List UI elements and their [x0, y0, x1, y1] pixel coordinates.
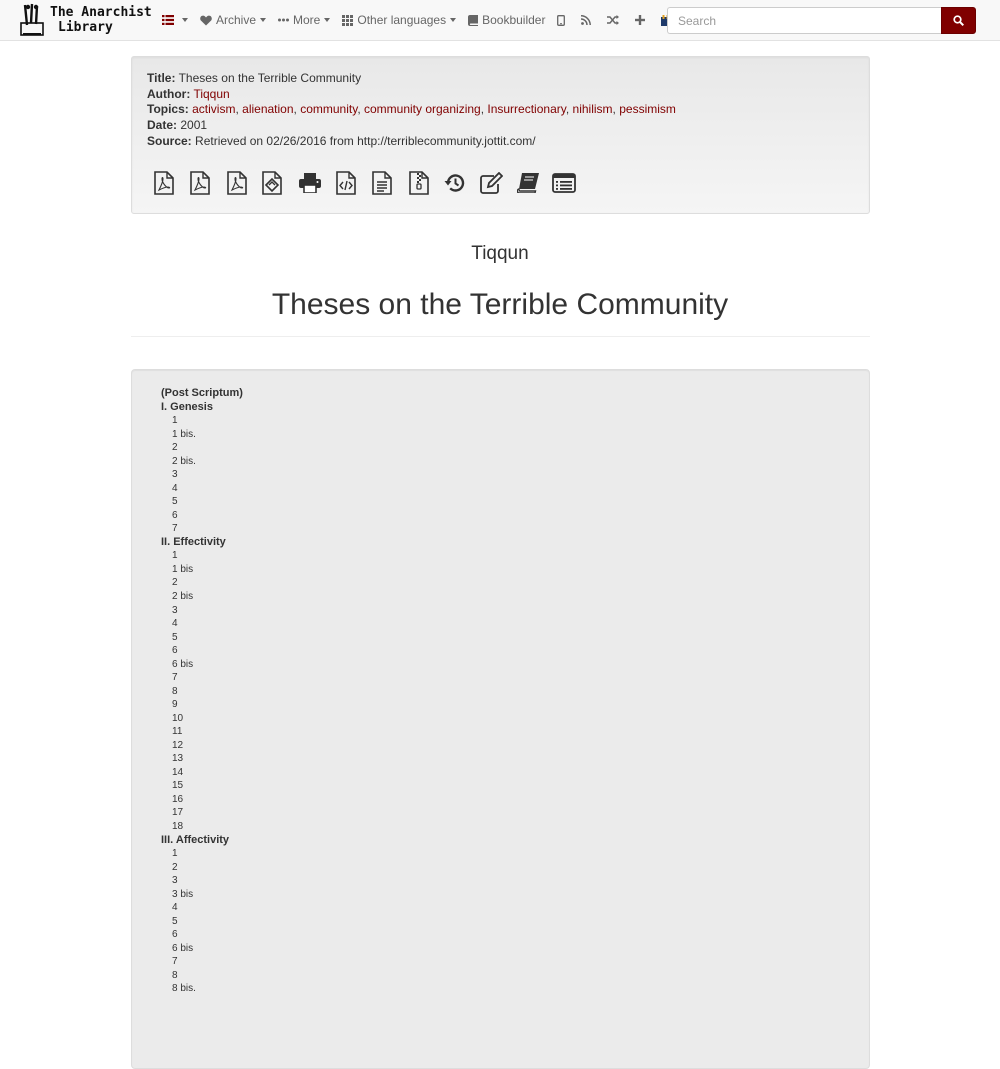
text-icon [372, 171, 392, 195]
toc-item-link[interactable]: 13 [172, 753, 184, 765]
toc-section-link[interactable]: II. Effectivity [161, 535, 226, 548]
pdf-imposed-icon [227, 171, 247, 195]
meta-title-label: Title: [147, 71, 176, 85]
meta-date-value: 2001 [180, 118, 208, 133]
download-toolbar [147, 167, 584, 199]
toc-item-link[interactable]: 10 [172, 712, 184, 724]
nav-add[interactable] [635, 15, 649, 25]
toc-item-link[interactable]: 7 [172, 523, 178, 535]
nav-archive[interactable] [200, 13, 266, 27]
topic-link[interactable]: community organizing [363, 102, 481, 117]
top-navbar [0, 0, 1000, 41]
brand-line-2: Library [58, 20, 113, 35]
meta-source-label: Source: [147, 133, 192, 148]
pdf-a4-icon [190, 171, 210, 195]
topic-link[interactable]: activism [192, 102, 236, 117]
toc-item-link[interactable]: 2 [172, 861, 178, 873]
toc-item-link[interactable]: 7 [172, 956, 178, 968]
download-epub-button[interactable] [256, 167, 290, 199]
nav-random[interactable] [607, 15, 623, 25]
download-zip-button[interactable] [402, 167, 436, 199]
toc-item-link[interactable]: 7 [172, 672, 178, 684]
brand-line-1: The Anarchist [50, 5, 152, 20]
search-input[interactable] [667, 7, 942, 34]
meta-source-row [147, 134, 676, 150]
download-pdf-a4-button[interactable] [183, 167, 217, 199]
nav-other-languages-label: Other languages [357, 13, 447, 27]
table-of-contents-button[interactable] [547, 167, 581, 199]
nav-archive-label: Archive [216, 13, 257, 27]
chevron-down-icon [260, 18, 266, 22]
toc-item-link[interactable]: 3 bis [172, 888, 194, 900]
view-html-button[interactable] [329, 167, 363, 199]
meta-date-label: Date: [147, 118, 178, 133]
toc-item-link[interactable]: 4 [172, 902, 178, 914]
toc-item-link[interactable]: 14 [172, 766, 184, 778]
nav-more-label: More [293, 13, 321, 27]
toc-section-link[interactable]: I. Genesis [161, 400, 213, 413]
search-icon [953, 15, 964, 26]
toc-item-link[interactable]: 17 [172, 807, 184, 819]
meta-topics-row: Topics: activism, alienation, community, community organizing, Insurrectionary, nihilism, pessimism [147, 102, 676, 117]
text-title-heading: Theses on the Terrible Community [271, 288, 729, 321]
nav-rss[interactable] [581, 15, 595, 25]
toc-item-link[interactable]: 1 bis. [172, 428, 196, 440]
meta-date-row [147, 118, 676, 134]
topic-link[interactable]: alienation [242, 102, 294, 117]
meta-author-row [147, 87, 676, 103]
divider [131, 336, 870, 337]
toc-item-link[interactable]: 6 [172, 509, 178, 521]
meta-title-row [147, 71, 676, 87]
list-icon [162, 15, 174, 25]
brand-link[interactable] [18, 3, 152, 37]
edit-icon [480, 172, 503, 194]
rss-icon [581, 15, 591, 25]
text-author-heading: Tiqqun [471, 243, 529, 264]
toc-item-link[interactable]: 8 bis. [172, 983, 196, 995]
toc-item-link[interactable]: 3 [172, 875, 178, 887]
zip-icon [409, 171, 429, 195]
shuffle-icon [607, 15, 619, 25]
mobile-icon [557, 15, 565, 26]
toc-item-link[interactable]: 6 [172, 645, 178, 657]
meta-topics-label: Topics: [147, 102, 189, 117]
toc-item-link[interactable]: 9 [172, 699, 178, 711]
topic-link[interactable]: nihilism [572, 102, 613, 117]
pdf-icon [154, 171, 174, 195]
history-icon [444, 172, 466, 194]
book-icon [468, 15, 478, 26]
meta-source-value: Retrieved on 02/26/2016 from http://terriblecommunity.jottit.com/ [195, 133, 536, 148]
toc-item-link[interactable]: 8 [172, 969, 178, 981]
toc-list-icon [552, 173, 576, 193]
toc-item-link[interactable]: 12 [172, 739, 184, 751]
nav-other-languages[interactable] [342, 13, 456, 27]
toc-item-link[interactable]: 16 [172, 793, 184, 805]
toc-section-link[interactable]: (Post Scriptum) [161, 387, 243, 399]
toc-item-link[interactable]: 6 [172, 929, 178, 941]
chevron-down-icon [450, 18, 456, 22]
toc-item-link[interactable]: 5 [172, 496, 178, 508]
chevron-down-icon [182, 18, 188, 22]
toc-item-link[interactable]: 2 [172, 442, 178, 454]
nav-more[interactable] [278, 13, 330, 27]
heart-icon [200, 15, 212, 26]
bookbuilder-add-icon [517, 173, 539, 193]
toc-item-link[interactable]: 2 bis [172, 590, 194, 602]
nav-mobile[interactable] [557, 15, 569, 26]
plus-icon [635, 15, 645, 25]
meta-author-label: Author: [147, 86, 191, 101]
toc-item-link[interactable]: 3 [172, 469, 178, 481]
toc-item-link[interactable]: 3 [172, 604, 178, 616]
topic-link[interactable]: community [300, 102, 358, 117]
toc-item-link[interactable]: 2 [172, 577, 178, 589]
view-text-button[interactable] [365, 167, 399, 199]
toc-item-link[interactable]: 4 [172, 482, 178, 494]
toc-section-link[interactable]: III. Affectivity [161, 833, 230, 846]
toc-item-link[interactable]: 4 [172, 618, 178, 630]
meta-title-value: Theses on the Terrible Community [178, 71, 362, 85]
text-metadata-panel [131, 56, 870, 214]
print-button[interactable] [293, 167, 327, 199]
topic-link[interactable]: pessimism [619, 102, 676, 117]
add-to-bookbuilder-button[interactable] [511, 167, 545, 199]
topic-link[interactable]: Insurrectionary [487, 102, 566, 117]
download-pdf-imposed-button[interactable] [220, 167, 254, 199]
search-button[interactable] [941, 7, 976, 34]
toc-item-link[interactable]: 5 [172, 915, 178, 927]
toc-item-link[interactable]: 8 [172, 685, 178, 697]
meta-author-link[interactable]: Tiqqun [193, 86, 230, 101]
epub-icon [262, 171, 284, 195]
nav-menu-dropdown[interactable] [162, 15, 188, 25]
toc-list [161, 387, 243, 996]
nav-bookbuilder[interactable] [468, 13, 545, 27]
nav-bookbuilder-label: Bookbuilder [482, 13, 546, 27]
toc-item-link[interactable]: 1 bis [172, 563, 194, 575]
chevron-down-icon [324, 18, 330, 22]
toc-item-link[interactable]: 1 [172, 550, 178, 562]
table-of-contents [131, 369, 870, 1069]
grid-icon [342, 15, 353, 26]
toc-item-link[interactable]: 6 bis [172, 658, 194, 670]
toc-item-link[interactable]: 6 bis [172, 942, 194, 954]
toc-item-link[interactable]: 1 [172, 415, 178, 427]
anarchist-logo-icon [18, 3, 46, 37]
edit-button[interactable] [475, 167, 509, 199]
history-button[interactable] [438, 167, 472, 199]
toc-item-link[interactable]: 5 [172, 631, 178, 643]
print-icon [299, 173, 321, 193]
toc-item-link[interactable]: 15 [172, 780, 184, 792]
toc-item-link[interactable]: 1 [172, 848, 178, 860]
toc-item-link[interactable]: 2 bis. [172, 455, 196, 467]
toc-item-link[interactable]: 18 [172, 821, 184, 832]
toc-item-link[interactable]: 11 [172, 726, 183, 738]
ellipsis-icon [278, 18, 289, 22]
download-pdf-button[interactable] [147, 167, 181, 199]
html-icon [336, 171, 356, 195]
